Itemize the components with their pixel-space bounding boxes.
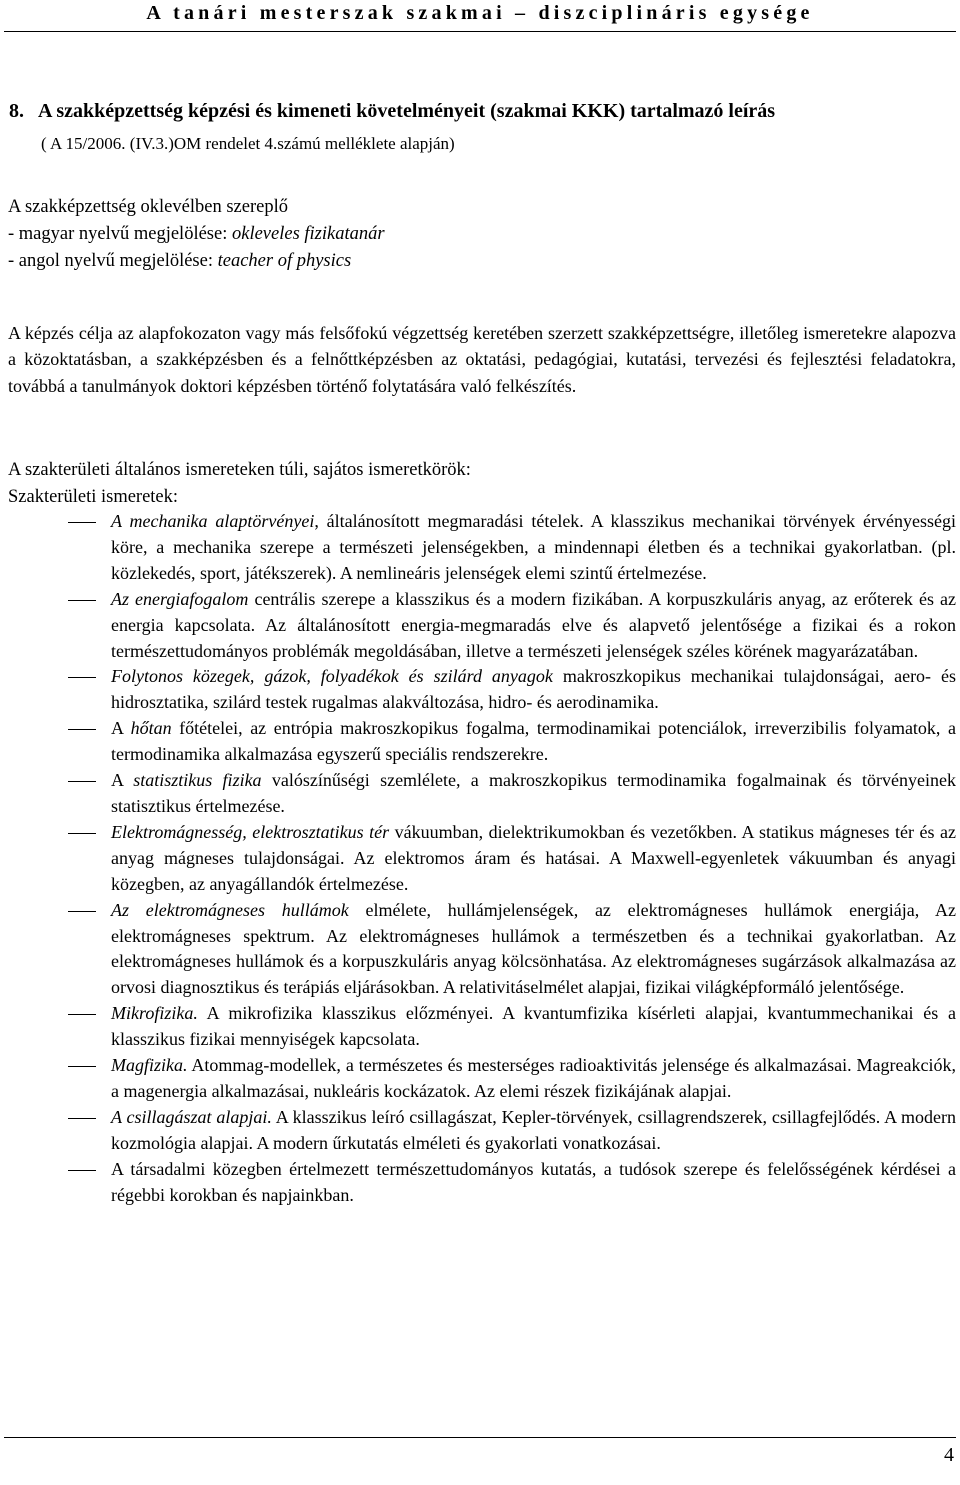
topic-text: valószínűségi szemlélete, a makroszkopikus termodinamika fogalmainak és törvényeinek statisztikus értelmezése. [111, 770, 956, 816]
topic-text: főtételei, az entrópia makroszkopikus fogalma, termodinamikai potenciálok, irreverzibilis folyamatok, a termodinamika alkalmazása egyszerű speciális rendszerekre. [111, 718, 956, 765]
knowledge-areas [8, 457, 471, 511]
topic-lead: A [111, 718, 131, 739]
dash-bullet [68, 522, 96, 523]
topic-text: elmélete, hullámjelenségek, az elektromágneses hullámok energiája, Az elektromágneses spektrum. Az elektromágneses hullámok a természetben és a technikai gyakorlatban. Az elektromágneses hullámok és a korpuszkuláris anyag kölcsönhatása. Az elektromágneses sugárzások alkalmazása az orvosi diagnosztikus és terápiás eljárásokban. A relativitáselmélet alapjai, fizikai világképformáló jelentősége. [111, 899, 956, 998]
topic-text: A mikrofizika klasszikus előzményei. A kvantumfizika kísérleti alapjai, kvantummechanikai és a klasszikus fizikai mennyiségek kapcsolata. [111, 1003, 956, 1050]
dash-bullet [68, 1170, 96, 1171]
topic-term: Elektromágnesség, elektrosztatikus tér [111, 821, 390, 842]
section-number: 8. [9, 100, 24, 122]
dash-bullet [68, 677, 96, 678]
en-value: teacher of physics [217, 251, 352, 271]
topic-lead: A [111, 770, 134, 791]
topic-text: makroszkopikus mechanikai tulajdonságai, aero- és hidrosztatika, szilárd testek rugalmas alakváltozása, hidro- és aerodinamika. [111, 666, 956, 713]
dash-bullet [68, 833, 96, 834]
qualification-intro: A szakképzettség oklevélben szereplő [8, 197, 288, 217]
topic-item [8, 1105, 956, 1157]
topic-term: Folytonos közegek, gázok, folyadékok és szilárd anyagok [111, 666, 553, 687]
training-goal-paragraph: A képzés célja az alapfokozaton vagy más felsőfokú végzettség keretében szerzett szakképzettségre, illetőleg ismeretekre alapozva a közoktatásban, a szakképzésben és a felnőttképzésben az oktatási, pedagógiai, kutatási, tervezési és fejlesztési feladatokra, továbbá a tanulmányok doktori képzésben történő folytatására való felkészítés. [8, 323, 956, 396]
footer-rule [4, 1437, 956, 1438]
qualification-hungarian [8, 221, 385, 248]
en-label: - angol nyelvű megjelölése: [8, 251, 218, 271]
qualification-block [8, 194, 385, 275]
source-note: ( A 15/2006. (IV.3.)OM rendelet 4.számú melléklete alapján) [41, 134, 455, 153]
dash-bullet [68, 729, 96, 730]
topic-item [8, 1001, 956, 1053]
section-title: A szakképzettség képzési és kimeneti követelményeit (szakmai KKK) tartalmazó leírás [38, 100, 776, 122]
topic-term: Az energiafogalom [111, 588, 249, 609]
dash-bullet [68, 1014, 96, 1015]
topic-term: hőtan [130, 718, 172, 739]
topic-item [8, 820, 956, 898]
topic-text: , általánosított megmaradási tételek. A klasszikus mechanikai törvények érvényességi köre, a mechanika szerepe a természeti jelenségekben, a mindennapi életben és a technikai gyakorlatban. (pl. közlekedés, sport, játékszerek). A nemlineáris jelenségek elemi szintű értelmezése. [111, 511, 957, 583]
topic-item [8, 664, 956, 716]
topic-term: Az elektromágneses hullámok [111, 899, 349, 920]
topic-lead: A társadalmi közegben értelmezett természettudományos kutatás, a tudósok szerepe és felelősségének kérdései a régebbi korokban és napjainkban. [111, 1158, 956, 1205]
topic-list [8, 509, 956, 1208]
topic-text: Atommag-modellek, a természetes és mesterséges radioaktivitás jelensége és alkalmazásai. Magreakciók, a magenergia alkalmazásai, nukleáris kockázatok. Az elemi részek fizikájának alapjai. [111, 1055, 956, 1101]
page-number: 4 [944, 1444, 954, 1466]
hu-value: okleveles fizikatanár [231, 224, 385, 244]
topic-term: Magfizika. [111, 1055, 188, 1076]
topic-text: centrális szerepe a klasszikus és a modern fizikában. A korpuszkuláris anyag, az erőterek és az energia kapcsolata. Az általánosított energia-megmaradás elve és alapvető jelentősége a fizikai és a rokon természettudományos problémák megoldásában, illetve a természeti jelenségek széles körének magyarázatában. [111, 588, 956, 661]
topic-item [8, 716, 956, 768]
dash-bullet [68, 781, 96, 782]
topic-term: A csillagászat alapjai. [111, 1106, 272, 1127]
dash-bullet [68, 911, 96, 912]
hu-label: - magyar nyelvű megjelölése: [8, 224, 232, 244]
dash-bullet [68, 600, 96, 601]
topic-text: vákuumban, dielektrikumokban és vezetőkben. A statikus mágneses tér és az anyag mágneses tulajdonságai. Az elektromos áram és hatásai. A Maxwell-egyenletek vákuumban és anyagi közegben, az anyagállandók értelmezése. [111, 821, 956, 894]
running-header: A tanári mesterszak szakmai – diszciplináris egysége [146, 2, 814, 24]
areas-intro: A szakterületi általános ismereteken túli, sajátos ismeretkörök: [8, 460, 471, 480]
dash-bullet [68, 1118, 96, 1119]
header-rule [4, 31, 956, 32]
topic-item [8, 1053, 956, 1105]
topic-item [8, 509, 956, 587]
topic-term: statisztikus fizika [133, 770, 262, 791]
dash-bullet [68, 1066, 96, 1067]
qualification-english [8, 248, 385, 275]
topic-item [8, 587, 956, 665]
topic-item [8, 898, 956, 1002]
topic-item [8, 768, 956, 820]
topic-item [8, 1157, 956, 1209]
section-heading [9, 100, 957, 123]
topic-text: A klasszikus leíró csillagászat, Kepler-törvények, csillagrendszerek, csillagfejlődés. A modern kozmológia alapjai. A modern űrkutatás elméleti és gyakorlati vonatkozásai. [111, 1106, 956, 1153]
topic-term: A mechanika alaptörvényei [111, 511, 315, 531]
topic-term: Mikrofizika. [111, 1003, 198, 1024]
areas-subheading: Szakterületi ismeretek: [8, 487, 179, 507]
